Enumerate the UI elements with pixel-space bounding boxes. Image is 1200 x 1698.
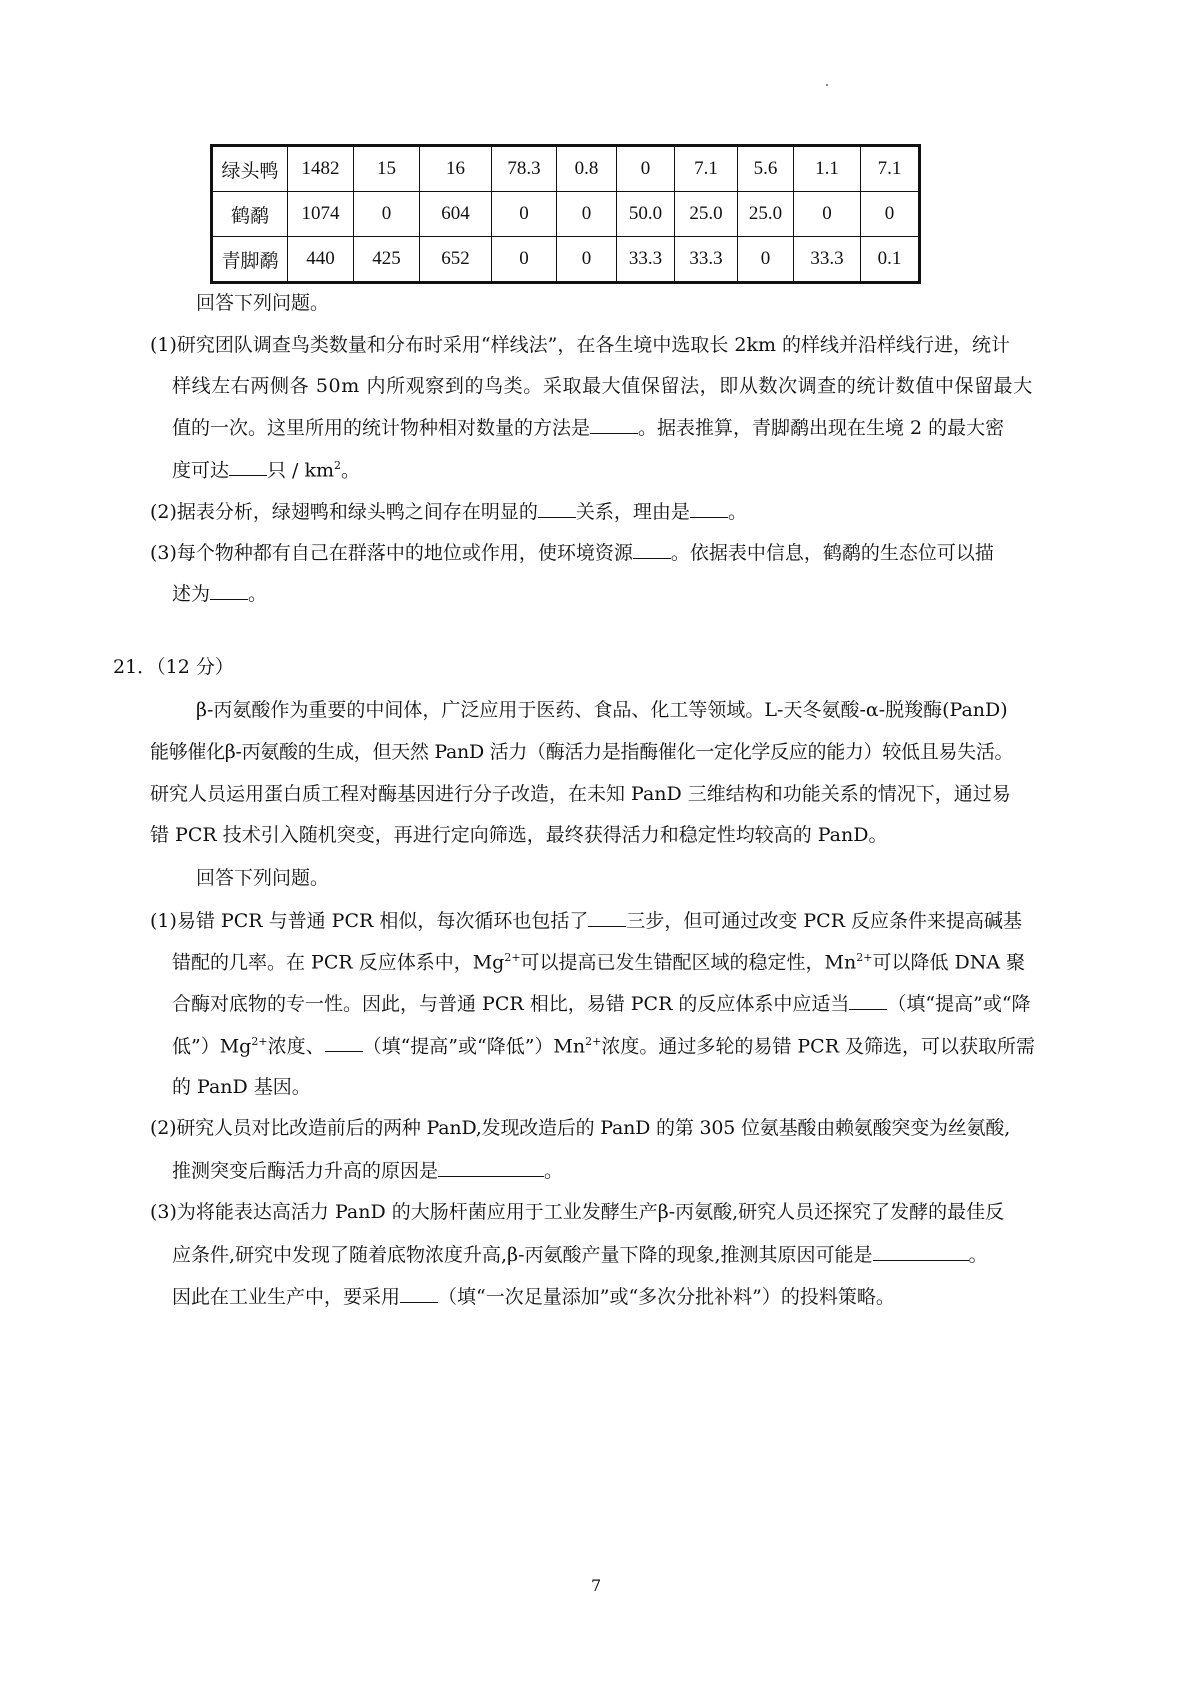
answer-blank bbox=[849, 994, 887, 1010]
superscript: 2+ bbox=[856, 951, 873, 964]
table-cell: 5.6 bbox=[738, 146, 794, 192]
table-cell: 425 bbox=[354, 237, 420, 283]
table-cell: 0 bbox=[617, 146, 675, 192]
superscript: 2+ bbox=[251, 1035, 268, 1048]
table-cell: 440 bbox=[288, 237, 354, 283]
table-cell: 7.1 bbox=[861, 146, 920, 192]
table-cell: 50.0 bbox=[617, 192, 675, 237]
q21-part3-line2 bbox=[172, 1245, 988, 1265]
table-cell: 15 bbox=[354, 146, 420, 192]
text-run: (1)研究团队调查鸟类数量和分布时采用“样线法”，在各生境中选取长 2km 的样线并沿样线行进，统计 bbox=[150, 334, 1011, 356]
text-run: 可以降低 DNA 聚 bbox=[872, 951, 1026, 974]
q21-part1-line4 bbox=[172, 1036, 1035, 1056]
table-cell: 33.3 bbox=[617, 237, 675, 283]
q21-header: 21．（12 分） bbox=[113, 656, 234, 678]
q21-intro-line1: β-丙氨酸作为重要的中间体，广泛应用于医药、食品、化工等领域。L-天冬氨酸-α-脱羧酶(PanD) bbox=[196, 699, 1008, 721]
q21-intro-line3: 研究人员运用蛋白质工程对酶基因进行分子改造，在未知 PanD 三维结构和功能关系的情况下，通过易 bbox=[150, 783, 1011, 805]
q21-part1-line2 bbox=[172, 952, 1025, 972]
text-run: （填“提高”或“降低”）Mn bbox=[362, 1035, 586, 1058]
text-run: (1)易错 PCR 与普通 PCR 相似，每次循环也包括了 bbox=[150, 910, 589, 932]
table-cell: 0 bbox=[557, 192, 617, 237]
table-cell: 7.1 bbox=[675, 146, 738, 192]
species-name-cell: 鹤鹬 bbox=[212, 192, 288, 237]
text-run: (2)据表分析，绿翅鸭和绿头鸭之间存在明显的 bbox=[150, 501, 538, 523]
table-cell: 1074 bbox=[288, 192, 354, 237]
superscript: 2+ bbox=[504, 951, 521, 964]
text-run: 值的一次。这里所用的统计物种相对数量的方法是 bbox=[172, 417, 591, 439]
text-run: 三步，但可通过改变 PCR 反应条件来提高碱基 bbox=[626, 910, 1023, 932]
superscript: 2 bbox=[334, 459, 342, 472]
text-run: 可以提高已发生错配区域的稳定性，Mn bbox=[520, 951, 857, 974]
q21-part2-line1: (2)研究人员对比改造前后的两种 PanD,发现改造后的 PanD 的第 305 位氨基酸由赖氨酸突变为丝氨酸, bbox=[150, 1117, 1011, 1139]
table-cell: 16 bbox=[420, 146, 492, 192]
table-row bbox=[212, 192, 920, 237]
answer-prompt: 回答下列问题。 bbox=[196, 292, 330, 314]
answer-prompt: 回答下列问题。 bbox=[196, 867, 330, 889]
q20-part1-line1 bbox=[150, 336, 1098, 355]
q20-part3-line1 bbox=[150, 543, 994, 563]
table-cell: 652 bbox=[420, 237, 492, 283]
species-name-cell: 青脚鹬 bbox=[212, 237, 288, 283]
table-cell: 0 bbox=[861, 192, 920, 237]
q21-intro-line2: 能够催化β-丙氨酸的生成，但天然 PanD 活力（酶活力是指酶催化一定化学反应的能力）较低且易失活。 bbox=[150, 741, 1014, 763]
text-run: 关系，理由是 bbox=[575, 501, 690, 523]
text-run: 度可达 bbox=[172, 459, 230, 482]
text-run: 浓度、 bbox=[267, 1035, 325, 1058]
table-cell: 0 bbox=[492, 237, 557, 283]
text-run: 述为 bbox=[172, 583, 211, 605]
table-cell: 78.3 bbox=[492, 146, 557, 192]
table-cell: 0 bbox=[738, 237, 794, 283]
table-cell: 0.8 bbox=[557, 146, 617, 192]
text-run: 。 bbox=[544, 1160, 564, 1182]
table-cell: 1.1 bbox=[794, 146, 861, 192]
answer-blank bbox=[229, 460, 267, 476]
table-cell: 33.3 bbox=[794, 237, 861, 283]
text-run: 应条件,研究中发现了随着底物浓度升高,β-丙氨酸产量下降的现象,推测其原因可能是 bbox=[172, 1244, 873, 1266]
q21-part1-line3 bbox=[172, 994, 1031, 1014]
text-run: 。依据表中信息，鹤鹬的生态位可以描 bbox=[670, 542, 994, 564]
q21-part3-line1: (3)为将能表达高活力 PanD 的大肠杆菌应用于工业发酵生产β-丙氨酸,研究人员还探究了发酵的最佳反 bbox=[150, 1201, 1005, 1223]
page-number: 7 bbox=[591, 1576, 602, 1595]
table-cell: 0 bbox=[492, 192, 557, 237]
text-run: (3)每个物种都有自己在群落中的地位或作用，使环境资源 bbox=[150, 542, 633, 564]
table-cell: 0 bbox=[557, 237, 617, 283]
answer-blank bbox=[538, 502, 576, 518]
answer-blank bbox=[633, 543, 671, 559]
answer-blank bbox=[400, 1287, 438, 1303]
table-cell: 0 bbox=[794, 192, 861, 237]
answer-blank bbox=[438, 1161, 544, 1177]
table-cell: 604 bbox=[420, 192, 492, 237]
text-run: 。 bbox=[968, 1244, 988, 1266]
table-row bbox=[212, 237, 920, 283]
answer-blank bbox=[210, 584, 248, 600]
text-run: 浓度。通过多轮的易错 PCR 及筛选，可以获取所需 bbox=[601, 1035, 1036, 1058]
answer-blank bbox=[590, 418, 638, 434]
table-cell: 0.1 bbox=[861, 237, 920, 283]
species-name-cell: 绿头鸭 bbox=[212, 146, 288, 192]
q21-part3-line3 bbox=[172, 1287, 895, 1307]
q21-intro-line4: 错 PCR 技术引入随机突变，再进行定向筛选，最终获得活力和稳定性均较高的 PanD。 bbox=[150, 824, 888, 846]
text-run: 合酶对底物的专一性。因此，与普通 PCR 相比，易错 PCR 的反应体系中应适当 bbox=[172, 993, 850, 1015]
superscript: 2+ bbox=[585, 1035, 602, 1048]
q21-part1-line1 bbox=[150, 911, 1022, 931]
q20-part3-line2 bbox=[172, 584, 267, 604]
table-row bbox=[212, 146, 920, 192]
scan-speck bbox=[826, 84, 828, 86]
text-run: 。 bbox=[341, 459, 361, 482]
text-run: 因此在工业生产中，要采用 bbox=[172, 1286, 401, 1308]
answer-blank bbox=[588, 911, 626, 927]
text-run: （填“提高”或“降 bbox=[887, 993, 1031, 1015]
q20-part1-line3 bbox=[172, 418, 1004, 438]
answer-blank bbox=[873, 1245, 969, 1261]
table-cell: 25.0 bbox=[738, 192, 794, 237]
q21-part2-line2 bbox=[172, 1161, 563, 1181]
text-run: （填“一次足量添加”或“多次分批补料”）的投料策略。 bbox=[438, 1286, 895, 1308]
q21-part1-line5: 的 PanD 基因。 bbox=[172, 1076, 311, 1098]
text-run: 。 bbox=[248, 583, 268, 605]
table-cell: 1482 bbox=[288, 146, 354, 192]
text-run: 。 bbox=[727, 501, 747, 523]
text-run: 错配的几率。在 PCR 反应体系中，Mg bbox=[172, 951, 505, 974]
answer-blank bbox=[690, 502, 728, 518]
q20-part1-line2: 样线左右两侧各 50m 内所观察到的鸟类。采取最大值保留法，即从数次调查的统计数值中保留最大 bbox=[172, 375, 1033, 397]
table-cell: 0 bbox=[354, 192, 420, 237]
q20-part2 bbox=[150, 502, 747, 522]
table-cell: 25.0 bbox=[675, 192, 738, 237]
table-cell: 33.3 bbox=[675, 237, 738, 283]
bird-data-table bbox=[210, 144, 921, 284]
text-run: 推测突变后酶活力升高的原因是 bbox=[172, 1160, 439, 1182]
text-run: 。据表推算，青脚鹬出现在生境 2 的最大密 bbox=[638, 417, 1005, 439]
text-run: 低”）Mg bbox=[172, 1035, 252, 1058]
answer-blank bbox=[325, 1036, 363, 1052]
q20-part1-line4 bbox=[172, 460, 360, 480]
text-run: 只 / km bbox=[267, 459, 335, 482]
